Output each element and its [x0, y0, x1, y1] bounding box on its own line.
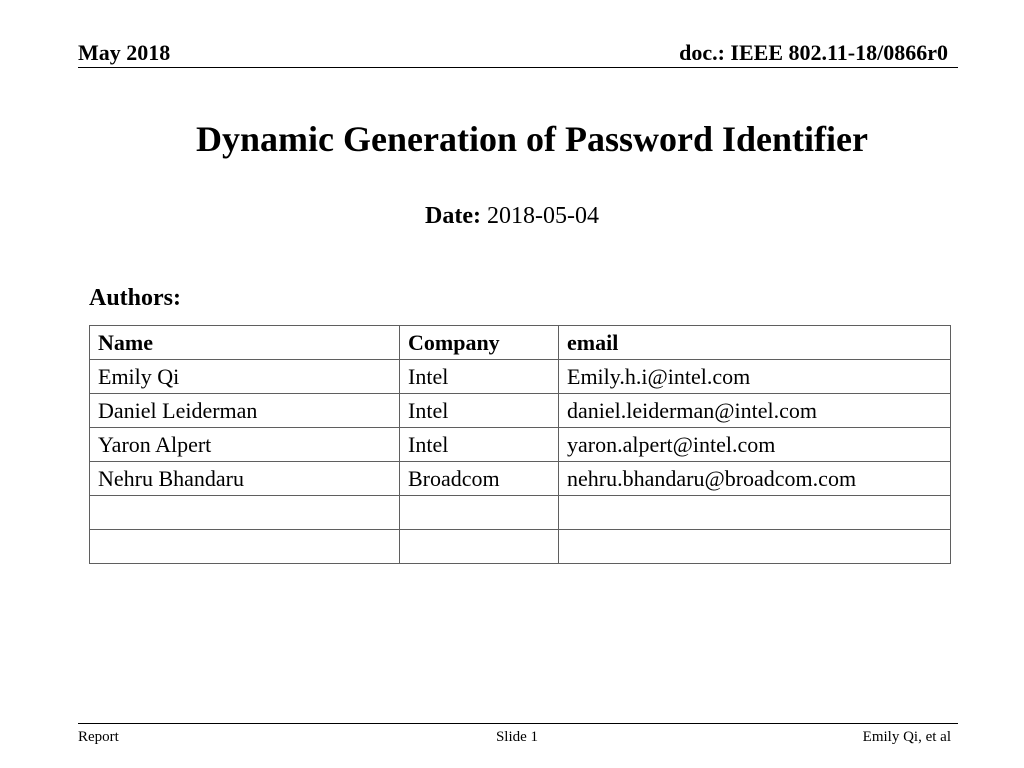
- author-company: [400, 530, 559, 564]
- table-row: [90, 462, 951, 496]
- author-company: [400, 496, 559, 530]
- footer-divider: [78, 723, 958, 724]
- author-name: Yaron Alpert: [90, 428, 400, 462]
- author-email: yaron.alpert@intel.com: [559, 428, 951, 462]
- footer-right: Emily Qi, et al: [862, 729, 951, 745]
- author-name: Emily Qi: [90, 360, 400, 394]
- author-company: Intel: [400, 428, 559, 462]
- footer-left: Report: [78, 729, 119, 745]
- header-doc-id: doc.: IEEE 802.11-18/0866r0: [679, 40, 948, 65]
- table-row-empty: [90, 530, 951, 564]
- author-email: Emily.h.i@intel.com: [559, 360, 951, 394]
- authors-table: [89, 325, 951, 564]
- author-name: [90, 496, 400, 530]
- table-row-empty: [90, 496, 951, 530]
- date-value: 2018-05-04: [486, 203, 599, 229]
- table-header-row: [90, 326, 951, 360]
- author-company: Intel: [400, 360, 559, 394]
- date-label: Date:: [425, 203, 481, 229]
- author-email: [559, 530, 951, 564]
- slide-number: Slide 1: [495, 729, 539, 745]
- date-line: [0, 200, 1024, 232]
- author-name: [90, 530, 400, 564]
- slide-title: Dynamic Generation of Password Identifier: [196, 119, 868, 159]
- authors-label: Authors:: [89, 285, 182, 311]
- header-divider: [78, 67, 958, 68]
- author-company: Broadcom: [400, 462, 559, 496]
- table-row: [90, 360, 951, 394]
- author-name: Nehru Bhandaru: [90, 462, 400, 496]
- column-header-name: Name: [90, 326, 400, 360]
- table-row: [90, 394, 951, 428]
- author-company: Intel: [400, 394, 559, 428]
- author-name: Daniel Leiderman: [90, 394, 400, 428]
- header-date: May 2018: [78, 40, 171, 65]
- column-header-company: Company: [400, 326, 559, 360]
- table-row: [90, 428, 951, 462]
- author-email: [559, 496, 951, 530]
- author-email: daniel.leiderman@intel.com: [559, 394, 951, 428]
- author-email: nehru.bhandaru@broadcom.com: [559, 462, 951, 496]
- column-header-email: email: [559, 326, 951, 360]
